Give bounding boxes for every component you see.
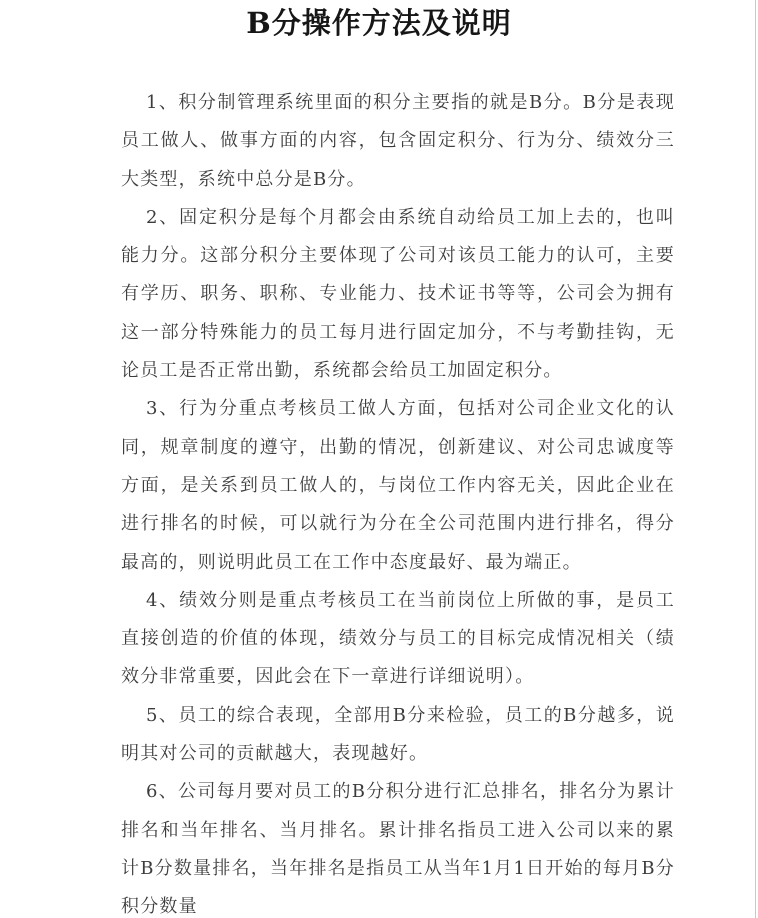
paragraph-6: 6、公司每月要对员工的B分积分进行汇总排名，排名分为累计排名和当年排名、当月排名。累计排名指员工进入公司以来的累计B分数量排名，当年排名是指员工从当年1月1日开始的每月B分积分数量 [121, 781, 675, 918]
document-title: B分操作方法及说明 [246, 6, 512, 40]
document-body [121, 84, 675, 918]
paragraph-4: 4、绩效分则是重点考核员工在当前岗位上所做的事，是员工直接创造的价值的体现，绩效分与员工的目标完成情况相关（绩效分非常重要，因此会在下一章进行详细说明）。 [121, 589, 675, 688]
paragraph-1: 1、积分制管理系统里面的积分主要指的就是B分。B分是表现员工做人、做事方面的内容，包含固定积分、行为分、绩效分三大类型，系统中总分是B分。 [121, 92, 675, 190]
page-edge-divider [755, 0, 756, 918]
paragraph-3: 3、行为分重点考核员工做人方面，包括对公司企业文化的认同，规章制度的遵守，出勤的情况，创新建议、对公司忠诚度等方面，是关系到员工做人的，与岗位工作内容无关，因此企业在进行排名的时候，可以就行为分在全公司范围内进行排名，得分最高的，则说明此员工在工作中态度最好、最为端正。 [121, 398, 675, 573]
paragraph-5: 5、员工的综合表现，全部用B分来检验，员工的B分越多，说明其对公司的贡献越大，表现越好。 [121, 704, 675, 765]
paragraph-2: 2、固定积分是每个月都会由系统自动给员工加上去的，也叫能力分。这部分积分主要体现了公司对该员工能力的认可，主要有学历、职务、职称、专业能力、技术证书等等，公司会为拥有这一部分特殊能力的员工每月进行固定加分，不与考勤挂钩，无论员工是否正常出勤，系统都会给员工加固定积分。 [121, 206, 675, 382]
